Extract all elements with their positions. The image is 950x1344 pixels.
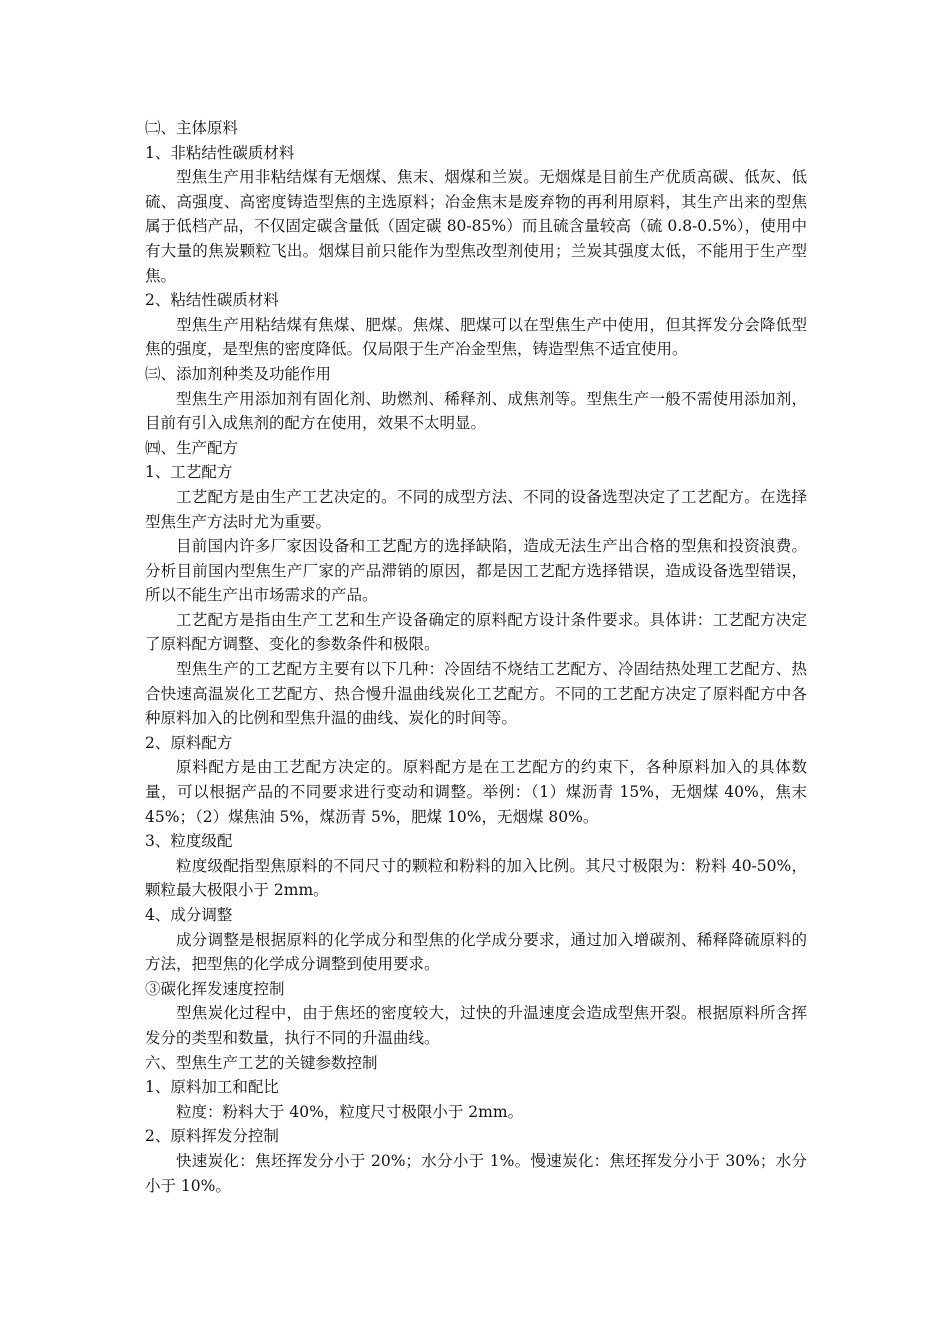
section-heading-main-materials: ㈡、主体原料 xyxy=(145,119,239,137)
section-heading-additives: ㈢、添加剂种类及功能作用 xyxy=(145,364,332,383)
paragraph-volatile-rate: 型焦炭化过程中，由于焦坯的密度较大，过快的升温速度会造成型焦开裂。根据原料所含挥发分的类型和数量，执行不同的升温曲线。 xyxy=(145,1004,807,1047)
subheading-volatile-control: 2、原料挥发分控制 xyxy=(145,1127,279,1146)
subheading-particle-size: 3、粒度级配 xyxy=(145,832,233,851)
paragraph-composition: 成分调整是根据原料的化学成分和型焦的化学成分要求，通过加入增碳剂、稀释降硫原料的方法，把型焦的化学成分调整到使用要求。 xyxy=(145,930,807,974)
section-heading-key-parameters: 六、型焦生产工艺的关键参数控制 xyxy=(145,1053,378,1072)
subheading-process-formula: 1、工艺配方 xyxy=(145,463,233,482)
section-heading-formula: ㈣、生产配方 xyxy=(145,438,239,457)
paragraph-particle-size: 粒度级配指型焦原料的不同尺寸的颗粒和粉料的加入比例。其尺寸极限为：粉料 40-50%，颗粒最大极限小于 2mm。 xyxy=(145,856,807,900)
paragraph-additives: 型焦生产用添加剂有固化剂、助燃剂、稀释剂、成焦剂等。型焦生产一般不需使用添加剂，目前有引入成焦剂的配方在使用，效果不太明显。 xyxy=(145,389,807,433)
paragraph-raw-formula: 原料配方是由工艺配方决定的。原料配方是在工艺配方的约束下，各种原料加入的具体数量，可以根据产品的不同要求进行变动和调整。举例：（1）煤沥青 15%，无烟煤 40%，焦末 45%；（2）煤焦油 5%，煤沥青 5%，肥煤 10%，无烟煤 80%。 xyxy=(145,758,807,826)
subheading-non-caking-carbon: 1、非粘结性碳质材料 xyxy=(145,143,295,162)
paragraph-process-formula-1: 工艺配方是由生产工艺决定的。不同的成型方法、不同的设备选型决定了工艺配方。在选择型焦生产方法时尤为重要。 xyxy=(145,487,807,531)
subheading-composition: 4、成分调整 xyxy=(145,906,233,924)
paragraph-process-formula-2: 目前国内许多厂家因设备和工艺配方的选择缺陷，造成无法生产出合格的型焦和投资浪费。分析目前国内型焦生产厂家的产品滞销的原因，都是因工艺配方选择错误，造成设备选型错误，所以不能生产出市场需求的产品。 xyxy=(145,537,807,605)
subheading-raw-formula: 2、原料配方 xyxy=(145,733,233,752)
paragraph-non-caking-coal: 型焦生产用非粘结煤有无烟煤、焦末、烟煤和兰炭。无烟煤是目前生产优质高碳、低灰、低硫、高强度、高密度铸造型焦的主选原料；冶金焦末是废弃物的再利用原料，其生产出来的型焦属于低档产品，不仅固定碳含量低（固定碳 80-85%）而且硫含量较高（硫 0.8-0.5%），使用中有大量的焦炭颗粒飞出。烟煤目前只能作为型焦改型剂使用；兰炭其强度太低，不能用于生产型焦。 xyxy=(145,168,807,285)
subheading-caking-carbon: 2、粘结性碳质材料 xyxy=(145,291,279,310)
subheading-volatile-rate: ③碳化挥发速度控制 xyxy=(145,979,285,998)
paragraph-process-formula-4: 型焦生产的工艺配方主要有以下几种：冷固结不烧结工艺配方、冷固结热处理工艺配方、热合快速高温炭化工艺配方、热合慢升温曲线炭化工艺配方。不同的工艺配方决定了原料配方中各种原料加入的比例和型焦升温的曲线、炭化的时间等。 xyxy=(145,660,807,728)
document-body xyxy=(145,116,807,1198)
paragraph-process-formula-3: 工艺配方是指由生产工艺和生产设备确定的原料配方设计条件要求。具体讲：工艺配方决定了原料配方调整、变化的参数条件和极限。 xyxy=(145,610,807,654)
paragraph-caking-coal: 型焦生产用粘结煤有焦煤、肥煤。焦煤、肥煤可以在型焦生产中使用，但其挥发分会降低型焦的强度，是型焦的密度降低。仅局限于生产冶金型焦，铸造型焦不适宜使用。 xyxy=(145,315,807,359)
subheading-processing-ratio: 1、原料加工和配比 xyxy=(145,1078,279,1097)
paragraph-volatile-control: 快速炭化：焦坯挥发分小于 20%；水分小于 1%。慢速炭化：焦坯挥发分小于 30%；水分小于 10%。 xyxy=(145,1151,807,1195)
paragraph-processing-ratio: 粒度：粉料大于 40%，粒度尺寸极限小于 2mm。 xyxy=(176,1102,524,1121)
